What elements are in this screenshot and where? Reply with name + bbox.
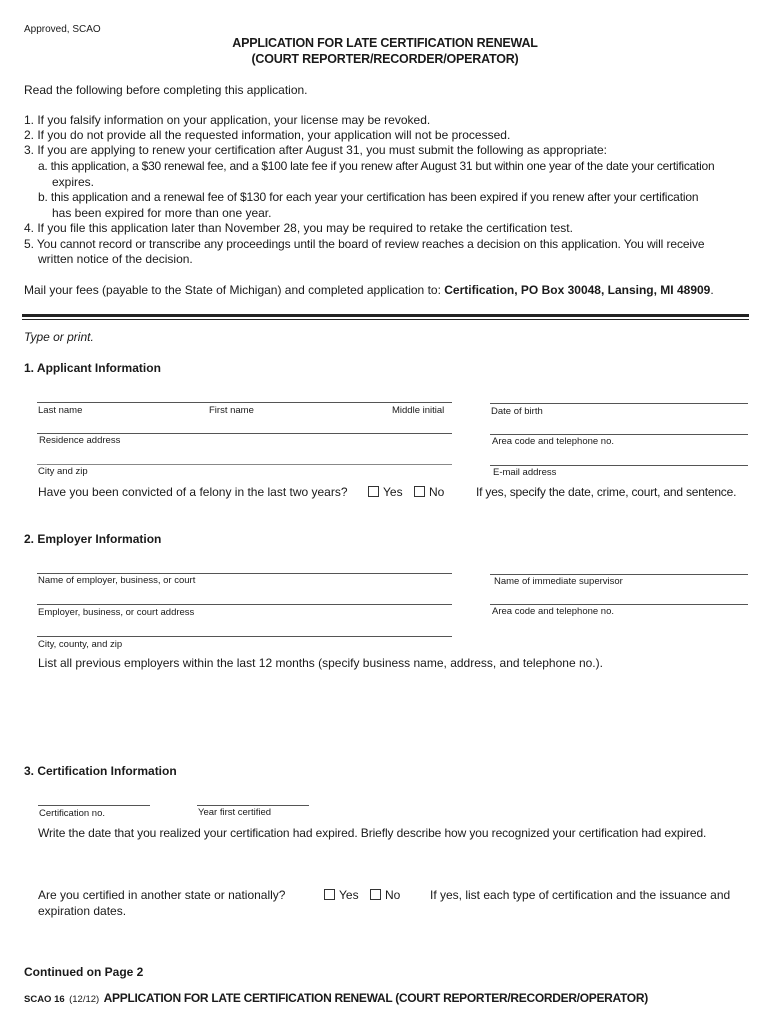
other-state-no-label: No bbox=[385, 888, 401, 902]
cert-number-field[interactable] bbox=[38, 805, 150, 806]
previous-employers-prompt: List all previous employers within the last 12 months (specify business name, address, and telephone no.). bbox=[38, 656, 603, 670]
felony-no-option[interactable] bbox=[414, 485, 444, 499]
other-state-question: Are you certified in another state or nationally? bbox=[38, 888, 286, 902]
supervisor-field[interactable] bbox=[490, 574, 748, 575]
felony-yes-checkbox[interactable] bbox=[368, 486, 379, 497]
last-name-field[interactable] bbox=[37, 402, 452, 403]
felony-yes-option[interactable] bbox=[368, 485, 403, 499]
instruction-item-3b: b. this application and a renewal fee of $130 for each year your certification has been expired if you renew after your certification bbox=[38, 190, 699, 204]
form-subtitle: (COURT REPORTER/RECORDER/OPERATOR) bbox=[251, 52, 519, 66]
form-title: APPLICATION FOR LATE CERTIFICATION RENEWAL bbox=[232, 36, 538, 50]
employer-phone-field[interactable] bbox=[490, 604, 748, 605]
footer-form-title: APPLICATION FOR LATE CERTIFICATION RENEWAL (COURT REPORTER/RECORDER/OPERATOR) bbox=[103, 991, 648, 1005]
city-zip-field[interactable] bbox=[37, 464, 452, 465]
other-state-yes-option[interactable] bbox=[324, 888, 359, 902]
divider-heavy bbox=[22, 314, 749, 317]
felony-yes-label: Yes bbox=[383, 485, 403, 499]
instruction-item-1: 1. If you falsify information on your application, your license may be revoked. bbox=[24, 113, 431, 127]
instruction-item-3: 3. If you are applying to renew your certification after August 31, you must submit the following as appropriate: bbox=[24, 143, 607, 157]
instruction-item-5: 5. You cannot record or transcribe any proceedings until the board of review reaches a decision on this application. You will receive bbox=[24, 237, 705, 251]
felony-question: Have you been convicted of a felony in the last two years? bbox=[38, 485, 348, 499]
employer-address-label: Employer, business, or court address bbox=[38, 607, 195, 618]
other-state-question-cont: expiration dates. bbox=[38, 904, 127, 918]
mailing-address: Certification, PO Box 30048, Lansing, MI 48909 bbox=[444, 283, 711, 297]
last-name-label: Last name bbox=[38, 405, 83, 416]
type-or-print-note: Type or print. bbox=[24, 330, 94, 344]
form-footer bbox=[24, 989, 648, 1007]
mailing-period: . bbox=[710, 283, 714, 297]
applicant-phone-field[interactable] bbox=[490, 434, 748, 435]
employer-address-field[interactable] bbox=[37, 604, 452, 605]
instruction-item-4: 4. If you file this application later than November 28, you may be required to retake the certification test. bbox=[24, 221, 573, 235]
instruction-item-3b-cont: has been expired for more than one year. bbox=[52, 206, 272, 220]
employer-city-label: City, county, and zip bbox=[38, 639, 123, 650]
middle-initial-label: Middle initial bbox=[392, 405, 445, 416]
form-code: SCAO 16 bbox=[24, 994, 65, 1005]
applicant-phone-label: Area code and telephone no. bbox=[492, 436, 615, 447]
section-employer-heading: 2. Employer Information bbox=[24, 532, 162, 546]
expired-question: Write the date that you realized your certification had expired. Briefly describe how you recognized your certification had expired. bbox=[38, 826, 707, 840]
section-certification-heading: 3. Certification Information bbox=[24, 764, 177, 778]
other-state-followup: If yes, list each type of certification and the issuance and bbox=[430, 888, 731, 902]
employer-name-label: Name of employer, business, or court bbox=[38, 575, 196, 586]
divider-thin bbox=[22, 319, 749, 320]
other-state-yes-checkbox[interactable] bbox=[324, 889, 335, 900]
approval-note: Approved, SCAO bbox=[24, 24, 101, 35]
felony-followup: If yes, specify the date, crime, court, and sentence. bbox=[476, 485, 737, 499]
felony-no-checkbox[interactable] bbox=[414, 486, 425, 497]
mailing-text: Mail your fees (payable to the State of Michigan) and completed application to: bbox=[24, 283, 445, 297]
email-label: E-mail address bbox=[493, 467, 557, 478]
felony-no-label: No bbox=[429, 485, 445, 499]
first-name-label: First name bbox=[209, 405, 254, 416]
employer-phone-label: Area code and telephone no. bbox=[492, 606, 615, 617]
instruction-item-3a-cont: expires. bbox=[52, 175, 95, 189]
other-state-no-checkbox[interactable] bbox=[370, 889, 381, 900]
instructions-intro: Read the following before completing this application. bbox=[24, 83, 308, 97]
mailing-instructions bbox=[24, 283, 714, 297]
residence-address-field[interactable] bbox=[37, 433, 452, 434]
other-state-no-option[interactable] bbox=[370, 888, 400, 902]
date-of-birth-field[interactable] bbox=[490, 403, 748, 404]
year-certified-label: Year first certified bbox=[198, 807, 272, 818]
form-date: (12/12) bbox=[69, 994, 100, 1005]
date-of-birth-label: Date of birth bbox=[491, 406, 543, 417]
employer-city-field[interactable] bbox=[37, 636, 452, 637]
instruction-item-2: 2. If you do not provide all the requested information, your application will not be processed. bbox=[24, 128, 511, 142]
cert-number-label: Certification no. bbox=[39, 808, 106, 819]
city-zip-label: City and zip bbox=[38, 466, 88, 477]
supervisor-label: Name of immediate supervisor bbox=[494, 576, 623, 587]
instruction-item-3a: a. this application, a $30 renewal fee, and a $100 late fee if you renew after August 31 but within one year of the date your certification bbox=[38, 159, 715, 173]
instruction-item-5-cont: written notice of the decision. bbox=[38, 252, 193, 266]
continued-note: Continued on Page 2 bbox=[24, 965, 144, 979]
year-certified-field[interactable] bbox=[197, 805, 309, 806]
section-applicant-heading: 1. Applicant Information bbox=[24, 361, 161, 375]
residence-address-label: Residence address bbox=[39, 435, 121, 446]
employer-name-field[interactable] bbox=[37, 573, 452, 574]
other-state-yes-label: Yes bbox=[339, 888, 359, 902]
email-field[interactable] bbox=[490, 465, 748, 466]
